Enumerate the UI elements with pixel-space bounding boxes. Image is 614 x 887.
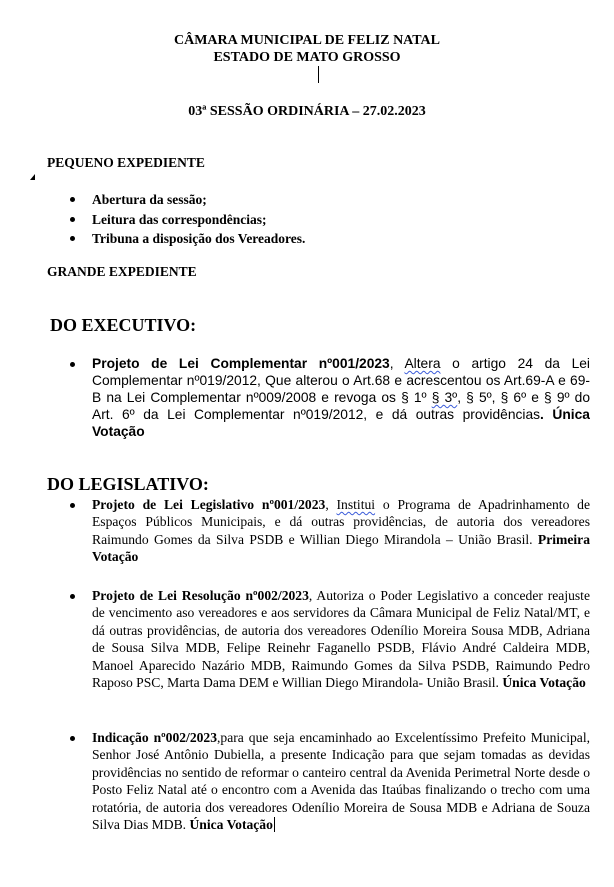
legislativo-item-2-text: Projeto de Lei Resolução nº002/2023, Autoriza o Poder Legislativo a conceder reajuste de vencimento aso vereadores e aos servidores da Câmara Municipal de Feliz Natal/MT, e dá outras providências, de autoria dos vereadores Odenílio Moreira Sousa MDB, Adriana de Sousa Silva MDB, Felipe Reinehr Faganello PSDB, Flávio André Caldeira MDB, Manoel Aparecido Nazário MDB, Raimundo Gomes da Silva PSDB, Raimundo Pedro Raposo PSC, Marta Dama DEM e Willian Diego Mirandola- União Brasil. Única Votação xyxy=(92,588,590,691)
do-legislativo-heading: DO LEGISLATIVO: xyxy=(47,474,209,494)
session-title: 03ª SESSÃO ORDINÁRIA – 27.02.2023 xyxy=(188,104,426,119)
do-executivo-heading: DO EXECUTIVO: xyxy=(50,315,197,335)
bullet-icon xyxy=(70,197,75,202)
legislativo-item-3 xyxy=(70,729,590,833)
bullet-icon xyxy=(70,736,75,741)
paragraph-marker-icon xyxy=(30,174,35,180)
bullet-icon xyxy=(70,503,75,508)
executivo-item-1 xyxy=(70,355,590,440)
bullet-icon xyxy=(70,217,75,222)
legislativo-item-3-text: Indicação nº002/2023,para que seja encaminhado ao Excelentíssimo Prefeito Municipal, Senhor José Antônio Dubiella, a presente Indicação para que sejam tomadas as devidas providências no sentido de reformar o canteiro central da Avenida Perimetral Norte desde o Posto Feliz Natal até o encontro com a Avenida das Itaúbas finalizando o trecho com uma rotatória, de autoria dos vereadores Odenílio Moreira de Sousa MDB e Adriana de Souza Silva Dias MDB. Única Votação xyxy=(92,730,590,833)
list-item: Leitura das correspondências; xyxy=(70,210,570,230)
list-item: Abertura da sessão; xyxy=(70,190,570,210)
text-cursor xyxy=(274,817,275,832)
header-state-name: ESTADO DE MATO GROSSO xyxy=(213,50,401,65)
header-chamber-name: CÂMARA MUNICIPAL DE FELIZ NATAL xyxy=(173,33,440,48)
list-item: Tribuna a disposição dos Vereadores. xyxy=(70,229,570,249)
bullet-icon xyxy=(70,236,75,241)
pequeno-expediente-title: PEQUENO EXPEDIENTE xyxy=(47,155,205,170)
text-cursor xyxy=(318,66,319,83)
bullet-icon xyxy=(70,362,75,367)
bullet-icon xyxy=(70,594,75,599)
legislativo-item-1-text: Projeto de Lei Legislativo nº001/2023, Institui o Programa de Apadrinhamento de Espaços Públicos Municipais, e dá outras providências, de autoria dos vereadores Raimundo Gomes da Silva PSDB e Willian Diego Mirandola – União Brasil. Primeira Votação xyxy=(92,497,591,565)
legislativo-item-1 xyxy=(70,496,590,566)
executivo-item-1-text: Projeto de Lei Complementar nº001/2023, Altera o artigo 24 da Lei Complementar nº019/2012, Que alterou o Art.68 e acrescentou os Art.69-A e 69-B na Lei Complementar nº009/2008 e revoga os § 1º § 3º, § 5º, § 6º e § 9º do Art. 6º da Lei Complementar nº019/2012, e dá outras providências. Única Votação xyxy=(92,356,591,439)
pequeno-expediente-list xyxy=(70,190,570,249)
legislativo-item-2 xyxy=(70,587,590,691)
grande-expediente-title: GRANDE EXPEDIENTE xyxy=(47,264,197,279)
